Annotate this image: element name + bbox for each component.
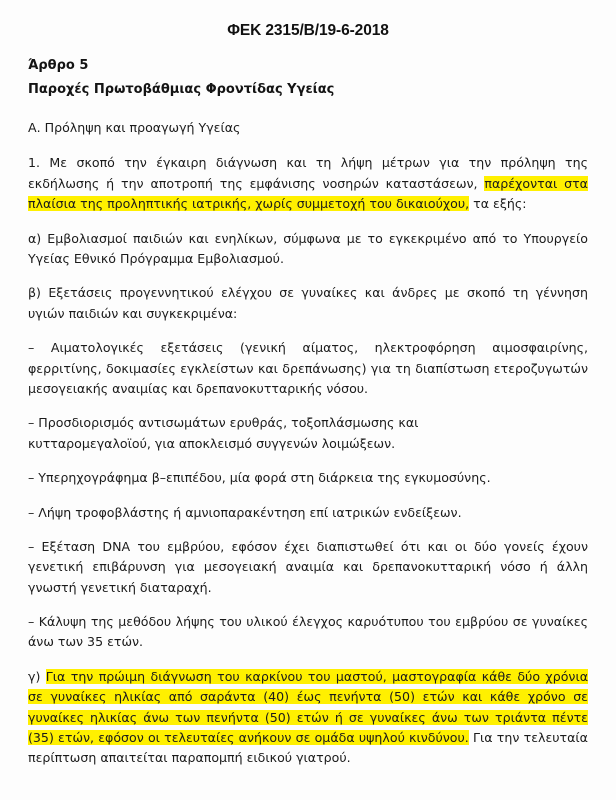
paragraph-item-c-marker: γ) (28, 668, 46, 684)
paragraph-item-1 (28, 153, 588, 214)
highlighted-text-item-1: παρέχονται στα πλαίσια της προληπτικής ιατρικής, χωρίς συμμετοχή του δικαιούχου, (28, 175, 588, 212)
bullet-antibody-determination-line-1: – Προσδιορισμός αντισωμάτων ερυθράς, τοξοπλάσμωσης και (28, 415, 419, 431)
paragraph-item-1-text-before: 1. Με σκοπό την έγκαιρη διάγνωση και τη λήψη μέτρων για την πρόληψη της εκδήλωσης ή την αποτροπή της εμφάνισης νοσηρών καταστάσεων, (28, 155, 588, 191)
bullet-karyotype-coverage: – Κάλυψη της μεθόδου λήψης του υλικού έλεγχος καρυότυπου του εμβρύου σε γυναίκες άνω των 35 ετών. (28, 614, 588, 650)
bullet-dna-test: – Εξέταση DNA του εμβρύου, εφόσον έχει διαπιστωθεί ότι και οι δύο γονείς έχουν γενετική επιβάρυνση για μεσογειακή αναιμία και δρεπανοκυτταρική νόσο ή άλλη γνωστή γενετική διαταραχή. (28, 538, 588, 595)
bullet-trophoblast-amniocentesis: – Λήψη τροφοβλάστης ή αμνιοπαρακέντηση επί ιατρικών ενδείξεων. (28, 504, 462, 520)
article-subheading: Παροχές Πρωτοβάθμιας Φροντίδας Υγείας (28, 82, 335, 98)
bullet-ultrasound: – Υπερηχογράφημα β–επιπέδου, μία φορά στη διάρκεια της εγκυμοσύνης. (28, 470, 491, 486)
bullet-antibody-determination-line-2: κυτταρομεγαλοϊού, για αποκλεισμό συγγενών λοιμώξεων. (28, 435, 396, 451)
document-title: ΦΕΚ 2315/Β/19-6-2018 (227, 22, 389, 39)
paragraph-item-a: α) Εμβολιασμοί παιδιών και ενηλίκων, σύμφωνα με το εγκεκριμένο από το Υπουργείο Υγείας Εθνικό Πρόγραμμα Εμβολιασμού. (28, 230, 588, 266)
paragraph-item-c-text-after: Για την τελευταία περίπτωση απαιτείται παραπομπή ειδικού γιατρού. (28, 730, 588, 766)
paragraph-item-c (28, 667, 588, 769)
section-label-a: Α. Πρόληψη και προαγωγή Υγείας (28, 120, 241, 136)
highlighted-text-item-c: Για την πρώιμη διάγνωση του καρκίνου του μαστού, μαστογραφία κάθε δύο χρόνια σε γυναίκες ηλικίας από σαράντα (40) έως πενήντα (50) ετών και κάθε χρόνο σε γυναίκες ηλικίας άνω των πενήντα (50) ετών ή σε γυναίκες άνω των τριάντα πέντε (35) ετών, εφόσον οι τελευταίες ανήκουν σε ομάδα υψηλού κινδύνου. (28, 668, 589, 746)
article-heading: Άρθρο 5 (28, 58, 89, 73)
bullet-antibody-determination (28, 413, 588, 454)
paragraph-item-b: β) Εξετάσεις προγεννητικού ελέγχου σε γυναίκες και άνδρες με σκοπό τη γέννηση υγιών παιδιών και συγκεκριμένα: (28, 285, 588, 321)
bullet-hematological-tests: – Αιματολογικές εξετάσεις (γενική αίματος, ηλεκτροφόρηση αιμοσφαιρίνης, φερριτίνης, δοκιμασίες εγκλείστων και δρεπάνωσης) για τη διαπίστωση ετεροζυγωτών μεσογειακής αναιμίας και δρεπανοκυτταρικής νόσου. (28, 340, 588, 396)
paragraph-item-1-text-after: τα εξής: (469, 196, 527, 212)
